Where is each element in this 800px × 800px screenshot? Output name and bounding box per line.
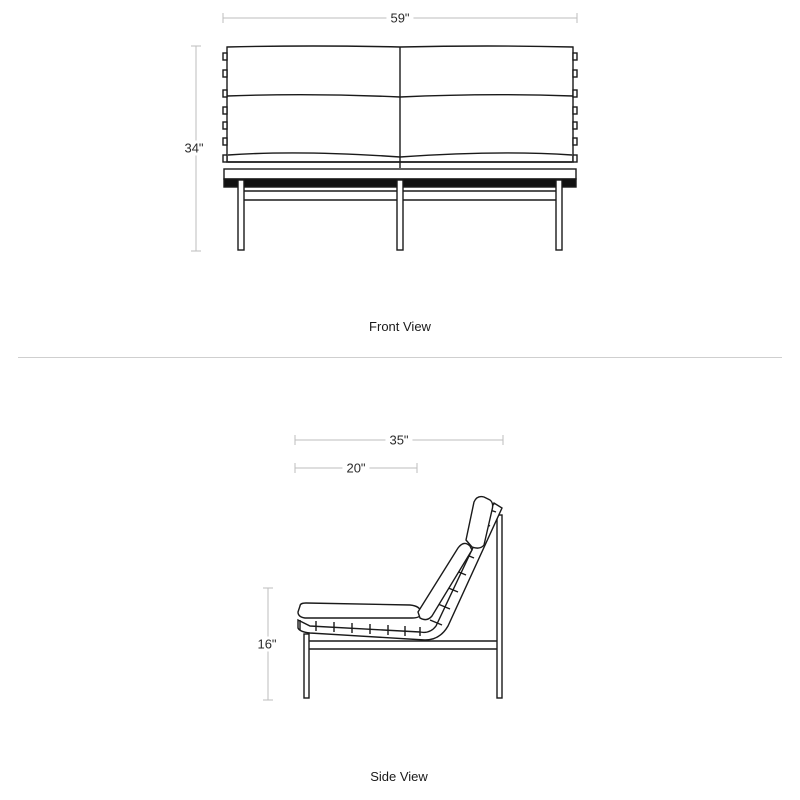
front-width-label: 59" bbox=[386, 11, 413, 26]
sofa-side bbox=[298, 497, 502, 698]
side-seat-depth-label: 20" bbox=[342, 461, 369, 476]
side-view-caption: Side View bbox=[370, 769, 428, 784]
section-divider bbox=[18, 357, 782, 358]
side-depth-label: 35" bbox=[385, 433, 412, 448]
sofa-front bbox=[223, 46, 577, 250]
side-seat-height-label: 16" bbox=[253, 637, 280, 652]
front-view-caption: Front View bbox=[369, 319, 431, 334]
front-height-label: 34" bbox=[180, 141, 207, 156]
